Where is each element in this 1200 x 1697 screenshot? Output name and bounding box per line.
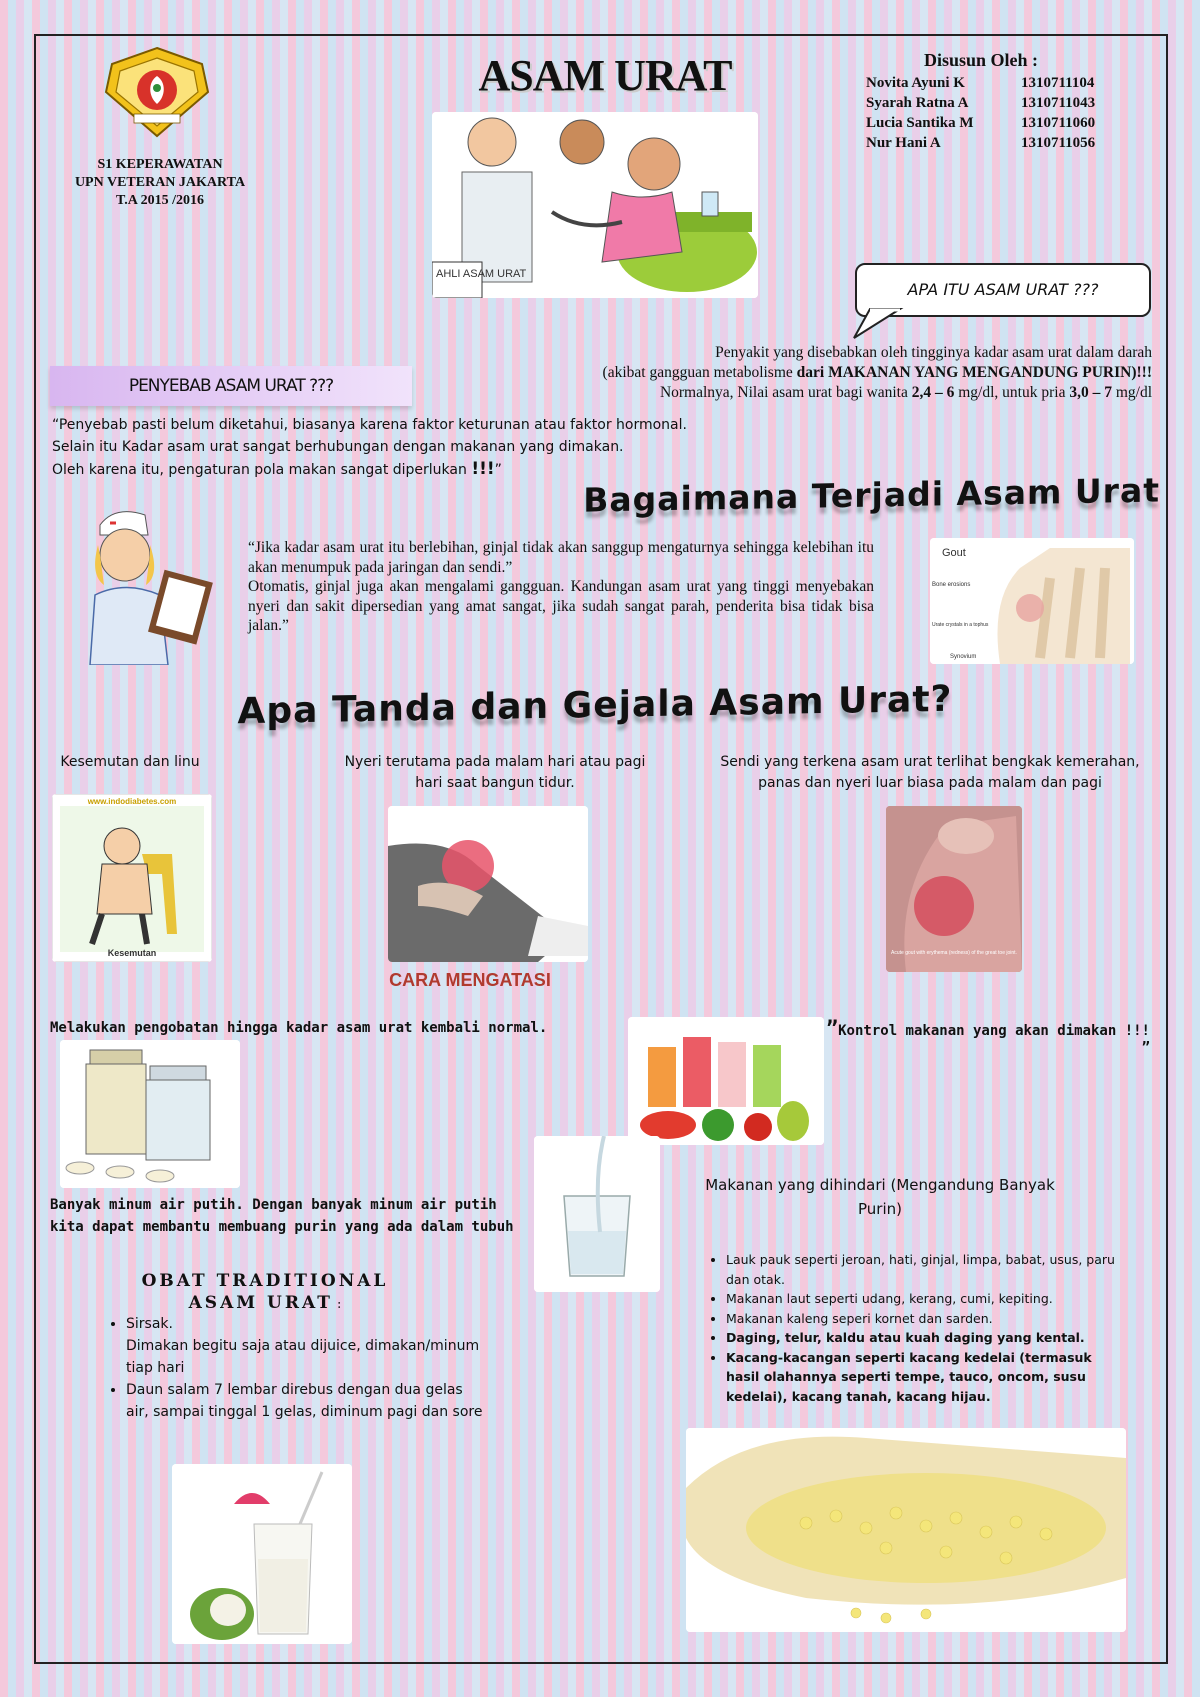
definition-line: Penyakit yang disebabkan oleh tingginya kadar asam urat dalam darah [715,344,1152,361]
text-span: Oleh karena itu, pengaturan pola makan sangat diperlukan [52,462,472,478]
bubble-tail-icon [850,308,910,340]
authors-block [866,50,1166,153]
symptom-text: Nyeri terutama pada malam hari atau pagi hari saat bangun tidur. [344,754,646,791]
poster-title: ASAM URAT [478,51,732,100]
author-name: Novita Ayuni K [866,75,965,91]
author-name: Lucia Santika M [866,115,974,131]
text-span: mg/dl [1111,384,1152,401]
penyebab-heading: PENYEBAB ASAM URAT ??? [50,366,412,406]
gout-foot-diagram [930,538,1134,664]
purin-emphasis: dari MAKANAN YANG MENGANDUNG PURIN [796,364,1132,381]
text-span: (akibat gangguan metabolisme [602,364,797,381]
author-row [866,133,1166,153]
fruits-and-juices-photo [628,1017,824,1145]
list-item: • Lauk pauk seperti jeroan, hati, ginjal, limpa, babat, usus, paru dan otak. [726,1250,1126,1289]
university-logo-icon [100,44,214,140]
text-span: ASAM URAT [188,1293,333,1313]
gout-label: Urate crystals in a tophus [932,622,989,628]
remedy-detail: Dimakan begitu saja atau dijuice, dimakan/minum tiap hari [126,1338,480,1376]
female-range: 2,4 – 6 [911,384,955,401]
author-id: 1310711056 [1021,135,1096,151]
remedy-title: • Sirsak. [126,1316,173,1332]
penyebab-line: “Penyebab pasti belum diketahui, biasanya karena faktor keturunan atau faktor hormonal. [52,417,687,433]
bagaimana-paragraph: Otomatis, ginjal juga akan mengalami gangguan. Kandungan asam urat yang tinggi menyebakan nyeri dan sakit dipersedian yang amat sangat, jika sudah sangat parah, penderita bisa tidak bisa jalan.” [248,578,874,634]
definition-line [500,383,1152,403]
cara-heading: CARA MENGATASI [389,970,551,990]
list-item [126,1379,486,1423]
text-span: ” [494,462,502,478]
swollen-toe-photo [886,806,1022,972]
penyebab-line: Selain itu Kadar asam urat sangat berhubungan dengan makanan yang dimakan. [52,439,624,455]
soybeans-photo [686,1428,1126,1632]
list-item: • Makanan kaleng seperi kornet dan sarden. [726,1309,1126,1329]
org-line: UPN VETERAN JAKARTA [74,175,246,190]
org-line: T.A 2015 /2016 [115,193,205,208]
text-span: Normalnya, Nilai asam urat bagi wanita [659,384,912,401]
nurse-clipboard-illustration [70,505,220,665]
avoid-foods-heading: Makanan yang dihindari (Mengandung Banyak Purin) [705,1176,1055,1218]
heading-line: OBAT TRADITIONAL [141,1271,389,1291]
list-item: • Kacang-kacangan seperti kacang kedelai (termasuk hasil olahannya seperti tempe, tauco, oncom, susu kedelai), kacang tanah, kacang hijau. [726,1348,1126,1407]
organization-block [50,156,270,210]
tingling-cartoon [52,794,212,962]
author-name: Syarah Ratna A [866,95,969,111]
toe-caption: Acute gout with erythema (redness) of the great toe joint. [891,950,1017,956]
avoid-foods-list [706,1250,1126,1406]
kontrol-text [820,1016,1150,1056]
remedy-title: • Daun salam 7 lembar direbus dengan dua gelas air, sampai tinggal 1 gelas, diminum pagi dan sore [126,1382,483,1420]
definition-bubble: APA ITU ASAM URAT ??? [855,263,1151,317]
org-line: S1 KEPERAWATAN [97,157,223,172]
gout-label: Bone erosions [932,582,971,588]
definition-text [500,343,1152,403]
medicine-bottles-illustration [60,1040,240,1188]
traditional-medicine-heading [90,1270,440,1316]
gout-label: Synovium [950,654,977,660]
traditional-medicine-list [94,1313,486,1423]
text-span: : [332,1297,342,1312]
text-span: )!!! [1131,364,1152,381]
hero-sign-text: AHLI ASAM URAT [436,268,527,280]
bagaimana-paragraph: “Jika kadar asam urat itu berlebihan, ginjal tidak akan sanggup mengaturnya sehingga kelebihan itu akan menumpuk pada jaringan dan sendi.” [248,539,874,576]
water-advice-text: Banyak minum air putih. Dengan banyak minum air putih kita dapat membantu membuang purin yang ada dalam tubuh [50,1197,514,1235]
list-item: • Makanan laut seperti udang, kerang, cumi, kepiting. [726,1289,1126,1309]
author-row [866,113,1166,133]
site-label: www.indodiabetes.com [87,797,177,806]
treatment-text: Melakukan pengobatan hingga kadar asam urat kembali normal. [50,1020,548,1036]
bagaimana-heading: Bagaimana Terjadi Asam Urat [583,470,1160,520]
text-span: Kontrol makanan yang akan dimakan !!! ” [838,1023,1150,1056]
penyebab-line [52,458,752,481]
author-row [866,93,1166,113]
tingling-caption: Kesemutan [107,948,157,958]
author-id: 1310711060 [1021,115,1096,131]
penyebab-text [52,414,752,481]
cartoon-gout-pain-illustration [432,112,758,298]
authors-heading: Disusun Oleh : [923,50,1039,70]
list-item [126,1313,486,1379]
gejala-heading: Apa Tanda dan Gejala Asam Urat? [237,678,953,733]
male-range: 3,0 – 7 [1069,384,1112,401]
author-id: 1310711104 [1021,75,1095,91]
symptom-text: Kesemutan dan linu [60,754,200,770]
soursop-juice-photo [172,1464,352,1644]
author-name: Nur Hani A [866,135,941,151]
symptom-text: Sendi yang terkena asam urat terlihat bengkak kemerahan, panas dan nyeri luar biasa pada malam dan pagi [720,754,1140,791]
knee-pain-photo [388,806,588,962]
gout-label: Gout [942,547,966,559]
list-item: • Daging, telur, kaldu atau kuah daging yang kental. [726,1328,1126,1348]
definition-line [500,363,1152,383]
text-span: mg/dl, untuk pria [954,384,1070,401]
quote-mark: ” [826,1016,839,1040]
bagaimana-text [248,538,874,636]
water-glass-photo [534,1136,660,1292]
author-row [866,73,1166,93]
author-id: 1310711043 [1021,95,1096,111]
emphasis: !!! [471,459,495,479]
